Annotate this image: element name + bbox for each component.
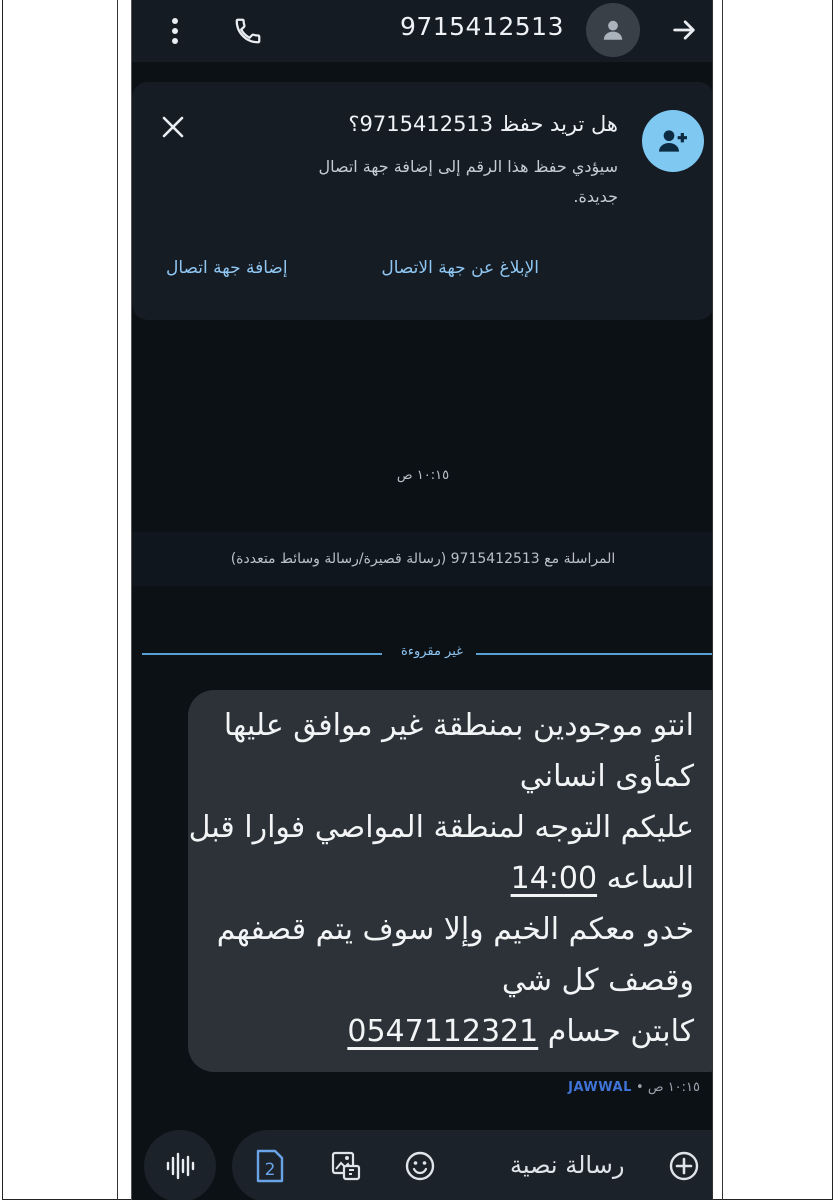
- frame-divider-right: [722, 0, 723, 1200]
- unread-divider: [142, 642, 713, 666]
- close-icon[interactable]: [158, 112, 188, 142]
- arrow-forward-icon[interactable]: [662, 8, 706, 52]
- message-line: [204, 1006, 694, 1057]
- conversation-info: [132, 532, 713, 586]
- message-time: ١٠:١٥ ص: [647, 1080, 700, 1095]
- voice-message-button[interactable]: [144, 1130, 216, 1200]
- save-contact-title: هل تريد حفظ 9715412513؟: [348, 112, 618, 136]
- divider-line: [142, 653, 382, 655]
- message-composer: [232, 1130, 713, 1200]
- phone-icon[interactable]: [228, 0, 268, 62]
- save-contact-card: [132, 82, 713, 320]
- sim-label: JAWWAL: [568, 1080, 632, 1095]
- message-bubble[interactable]: [188, 690, 713, 1072]
- message-line: عليكم التوجه لمنطقة المواصي فوارا قبل: [188, 810, 694, 845]
- emoji-icon[interactable]: [400, 1146, 440, 1186]
- conversation-info-text: المراسلة مع 9715412513 (رسالة قصيرة/رسالة وسائط متعددة): [230, 551, 616, 567]
- unread-label: غير مقروءة: [401, 644, 463, 659]
- more-vert-icon[interactable]: [160, 0, 190, 62]
- avatar-icon[interactable]: [586, 3, 640, 57]
- add-contact-button[interactable]: إضافة جهة اتصال: [166, 258, 288, 278]
- report-contact-button[interactable]: الإبلاغ عن جهة الاتصال: [381, 258, 539, 278]
- divider-line: [476, 653, 713, 655]
- message-line: خدو معكم الخيم وإلا سوف يتم قصفهم: [216, 912, 694, 947]
- frame-divider-left: [117, 0, 118, 1200]
- message-meta: [568, 1080, 700, 1095]
- add-attachment-icon[interactable]: [664, 1146, 704, 1186]
- message-input[interactable]: رسالة نصية: [510, 1151, 625, 1179]
- message-text: الساعه: [597, 861, 694, 896]
- message-line: كمأوى انساني: [519, 759, 694, 794]
- add-person-icon: [642, 110, 704, 172]
- sim-slot-number: 2: [264, 1160, 276, 1180]
- save-contact-description: سيؤدي حفظ هذا الرقم إلى إضافة جهة اتصال جديدة.: [318, 157, 618, 206]
- message-line: [204, 853, 694, 904]
- message-text: كابتن حسام: [538, 1014, 694, 1049]
- message-phone-link[interactable]: 0547112321: [347, 1014, 539, 1049]
- gallery-icon[interactable]: [326, 1146, 366, 1186]
- messages-screen: [131, 0, 713, 1200]
- meta-separator: •: [631, 1080, 644, 1095]
- message-line: وقصف كل شي: [501, 963, 694, 998]
- conversation-timestamp: ١٠:١٥ ص: [396, 468, 450, 483]
- message-line: انتو موجودين بمنطقة غير موافق عليها: [223, 708, 694, 743]
- waveform-icon: [165, 1152, 195, 1180]
- message-time-link[interactable]: 14:00: [510, 861, 598, 896]
- contact-number: 9715412513: [399, 12, 564, 41]
- sim-card-icon[interactable]: [250, 1146, 290, 1186]
- top-app-bar: [132, 0, 713, 62]
